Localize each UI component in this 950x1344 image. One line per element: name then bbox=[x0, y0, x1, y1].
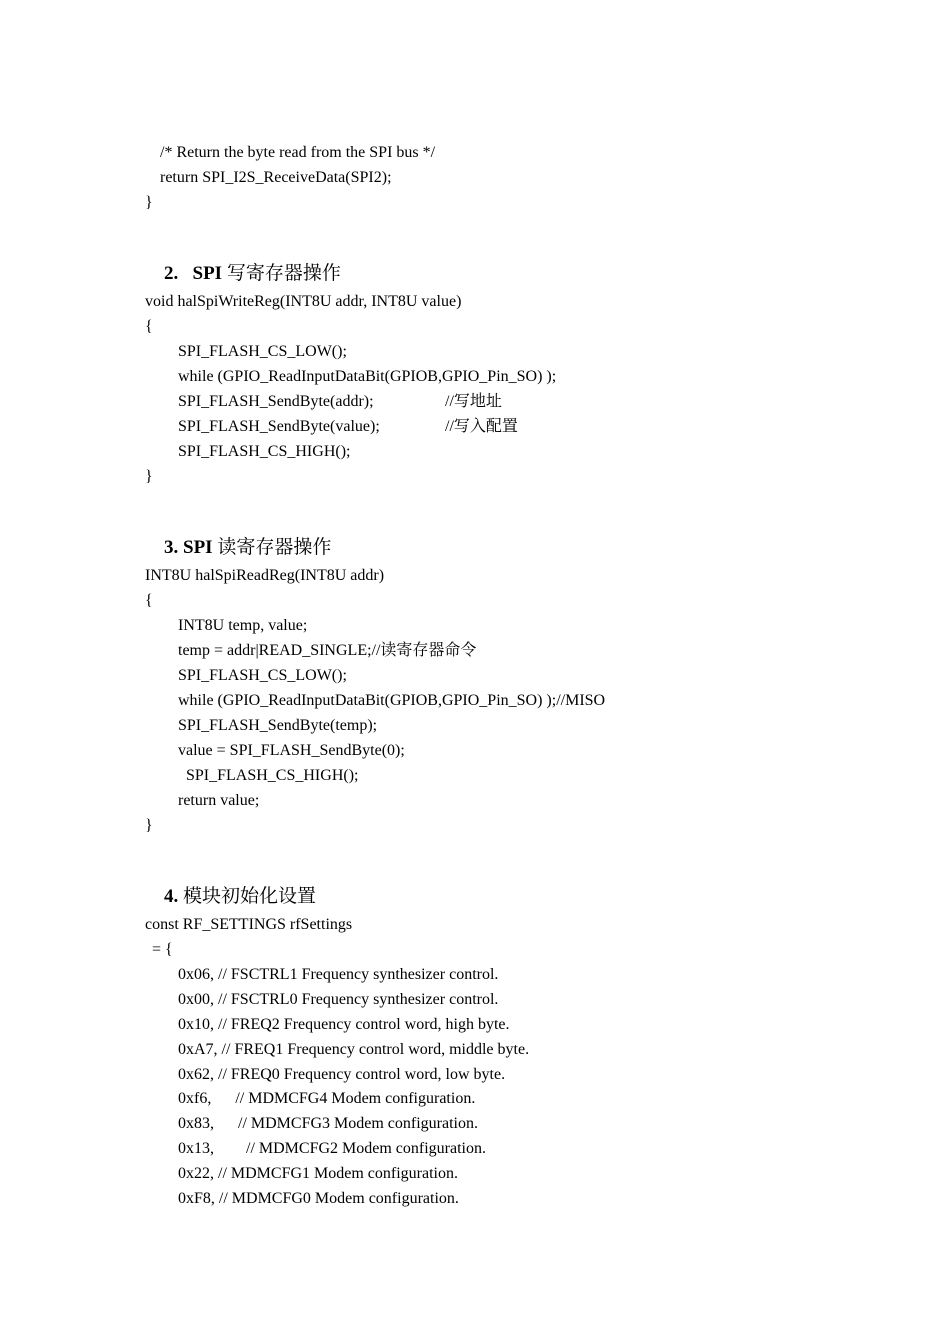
section-title-bold: SPI bbox=[192, 263, 223, 284]
code-line: 0xF8, // MDMCFG0 Modem configuration. bbox=[178, 1190, 459, 1207]
code-line: SPI_FLASH_CS_LOW(); bbox=[178, 667, 347, 684]
code-line: void halSpiWriteReg(INT8U addr, INT8U value) bbox=[145, 293, 462, 310]
section-title: 写寄存器操作 bbox=[222, 263, 341, 284]
code-line: SPI_FLASH_SendByte(value); bbox=[178, 418, 380, 435]
code-line: SPI_FLASH_CS_HIGH(); bbox=[178, 443, 351, 460]
code-line: while (GPIO_ReadInputDataBit(GPIOB,GPIO_Pin_SO) ); bbox=[178, 368, 557, 385]
code-line: INT8U halSpiReadReg(INT8U addr) bbox=[145, 567, 385, 584]
code-line: } bbox=[145, 817, 153, 834]
code-line: return value; bbox=[178, 792, 260, 809]
code-line: value = SPI_FLASH_SendByte(0); bbox=[178, 742, 405, 759]
code-line: 0xf6, // MDMCFG4 Modem configuration. bbox=[178, 1090, 476, 1107]
code-closing-brace: } bbox=[145, 194, 153, 211]
code-line: SPI_FLASH_SendByte(temp); bbox=[178, 717, 378, 734]
code-line: const RF_SETTINGS rfSettings bbox=[145, 916, 353, 933]
code-line: SPI_FLASH_CS_LOW(); bbox=[178, 343, 347, 360]
code-line: = { bbox=[152, 941, 173, 958]
section-title: 模块初始化设置 bbox=[178, 886, 317, 907]
section-number: 4. bbox=[164, 886, 179, 907]
code-line: SPI_FLASH_SendByte(addr); bbox=[178, 393, 374, 410]
code-comment: //写入配置 bbox=[445, 418, 518, 435]
section-title-bold: 3. SPI bbox=[164, 537, 213, 558]
code-comment-return: /* Return the byte read from the SPI bus */ bbox=[160, 144, 436, 161]
code-return-statement: return SPI_I2S_ReceiveData(SPI2); bbox=[160, 169, 392, 186]
code-line: 0x06, // FSCTRL1 Frequency synthesizer control. bbox=[178, 966, 499, 983]
section-title: 读寄存器操作 bbox=[212, 537, 332, 558]
code-comment: //写地址 bbox=[445, 393, 502, 410]
code-line: 0x00, // FSCTRL0 Frequency synthesizer control. bbox=[178, 991, 499, 1008]
code-line: while (GPIO_ReadInputDataBit(GPIOB,GPIO_Pin_SO) );//MISO bbox=[178, 692, 606, 709]
code-line: 0xA7, // FREQ1 Frequency control word, middle byte. bbox=[178, 1041, 530, 1058]
code-line: 0x10, // FREQ2 Frequency control word, high byte. bbox=[178, 1016, 510, 1033]
code-line: } bbox=[145, 468, 153, 485]
code-line: 0x22, // MDMCFG1 Modem configuration. bbox=[178, 1165, 458, 1182]
section-number: 2. bbox=[164, 263, 179, 284]
code-line: SPI_FLASH_CS_HIGH(); bbox=[186, 767, 359, 784]
code-line: { bbox=[145, 592, 153, 609]
code-line: INT8U temp, value; bbox=[178, 617, 308, 634]
code-line: temp = addr|READ_SINGLE;//读寄存器命令 bbox=[178, 642, 477, 659]
code-line: { bbox=[145, 318, 153, 335]
code-line: 0x13, // MDMCFG2 Modem configuration. bbox=[178, 1140, 486, 1157]
code-line: 0x83, // MDMCFG3 Modem configuration. bbox=[178, 1115, 478, 1132]
code-line: 0x62, // FREQ0 Frequency control word, low byte. bbox=[178, 1066, 506, 1083]
